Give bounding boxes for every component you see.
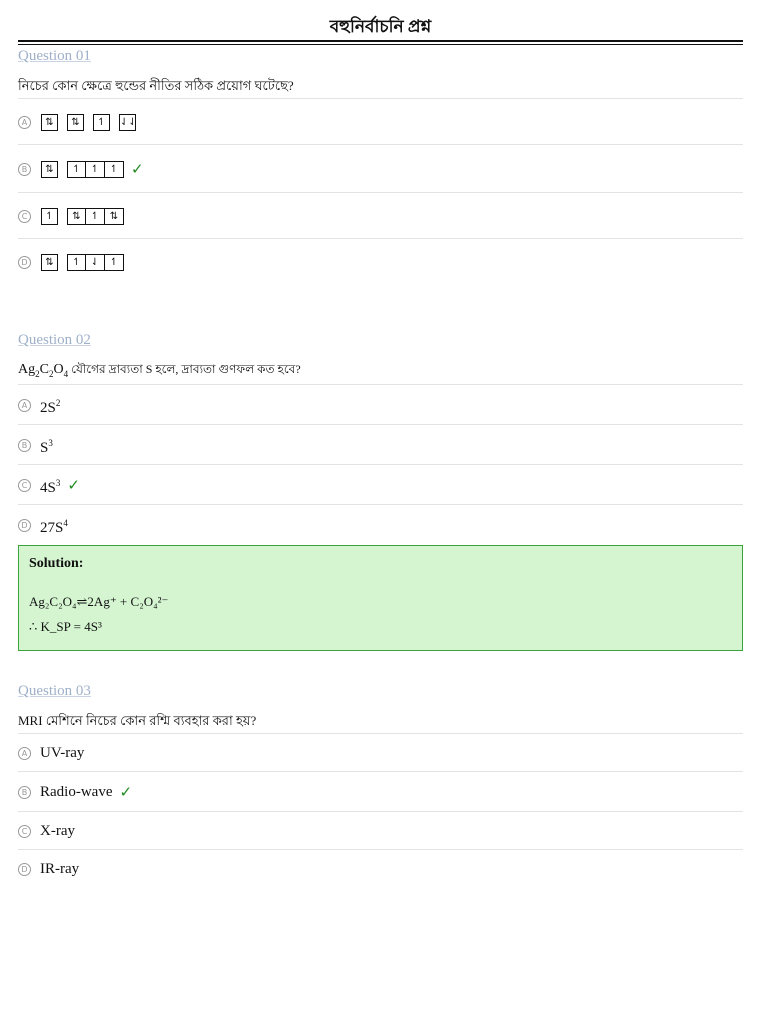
correct-check-icon: ✓ bbox=[67, 476, 80, 494]
correct-check-icon: ✓ bbox=[119, 783, 133, 801]
orbital-box: ↿ bbox=[86, 208, 105, 225]
question-text: MRI মেশিনে নিচের কোন রশ্মি ব্যবহার করা হয়? bbox=[18, 713, 257, 728]
orbital-box: ↿ bbox=[67, 254, 86, 271]
option-c[interactable] bbox=[18, 811, 743, 850]
page bbox=[18, 0, 743, 877]
orbital-box: ↿ bbox=[105, 161, 124, 178]
title-divider bbox=[18, 40, 743, 45]
option-text: $4S^3$ bbox=[40, 477, 61, 496]
question-text: নিচের কোন ক্ষেত্রে হুন্ডের নীতির সঠিক প্রয়োগ ঘটেছে? bbox=[18, 78, 294, 93]
solution-box bbox=[18, 545, 743, 651]
question-label: Question 02 bbox=[18, 332, 91, 348]
option-text: UV-ray bbox=[40, 745, 85, 761]
orbital-box: ↿ bbox=[93, 114, 110, 131]
option-c[interactable] bbox=[18, 464, 743, 505]
option-a[interactable] bbox=[18, 733, 743, 772]
option-text: $2S^2$ bbox=[40, 397, 61, 416]
option-letter-badge: C bbox=[18, 210, 31, 223]
option-letter-badge: B bbox=[18, 439, 31, 452]
option-letter-badge: D bbox=[18, 863, 31, 876]
option-d[interactable] bbox=[18, 849, 743, 888]
orbital-box: ↿ bbox=[41, 208, 58, 225]
orbital-box: ↿ bbox=[67, 161, 86, 178]
orbital-diagram bbox=[41, 114, 145, 131]
option-b[interactable] bbox=[18, 144, 743, 193]
option-text: $27S^4$ bbox=[40, 517, 68, 536]
option-text: X-ray bbox=[40, 823, 75, 839]
question-label: Question 01 bbox=[18, 48, 91, 64]
option-text: Radio-wave bbox=[40, 784, 113, 800]
option-letter-badge: D bbox=[18, 519, 31, 532]
orbital-box: ⇅ bbox=[67, 114, 84, 131]
option-text: IR-ray bbox=[40, 861, 80, 877]
option-letter-badge: C bbox=[18, 479, 31, 492]
question-text: $Ag_2C_2O_4$ যৌগের দ্রাব্যতা S হলে, দ্রাব্যতা গুণফল কত হবে? bbox=[18, 362, 301, 379]
option-a[interactable] bbox=[18, 384, 743, 425]
orbital-box: ⇅ bbox=[41, 254, 58, 271]
solution-equation: ∴ K_SP = 4S³ bbox=[29, 619, 102, 634]
orbital-box: ⇅ bbox=[41, 114, 58, 131]
option-letter-badge: C bbox=[18, 825, 31, 838]
option-b[interactable] bbox=[18, 424, 743, 465]
option-d[interactable] bbox=[18, 504, 743, 545]
option-letter-badge: A bbox=[18, 399, 31, 412]
correct-check-icon: ✓ bbox=[131, 160, 144, 178]
option-a[interactable] bbox=[18, 98, 743, 145]
orbital-box: ⇅ bbox=[41, 161, 58, 178]
orbital-box: ⇅ bbox=[67, 208, 86, 225]
option-text: $S^3$ bbox=[40, 437, 53, 456]
question-label: Question 03 bbox=[18, 683, 91, 699]
orbital-box: ⇃ bbox=[86, 254, 105, 271]
page-title: বহুনির্বাচনি প্রশ্ন bbox=[329, 17, 432, 36]
option-letter-badge: B bbox=[18, 163, 31, 176]
solution-title: Solution: bbox=[29, 556, 84, 571]
solution-equation: Ag₂C₂O₄⇌2Ag⁺ + C₂O₄²⁻ bbox=[29, 594, 169, 609]
option-letter-badge: A bbox=[18, 747, 31, 760]
option-letter-badge: D bbox=[18, 256, 31, 269]
option-letter-badge: B bbox=[18, 786, 31, 799]
orbital-diagram bbox=[41, 161, 133, 178]
option-letter-badge: A bbox=[18, 116, 31, 129]
option-c[interactable] bbox=[18, 192, 743, 239]
orbital-box: ↿ bbox=[86, 161, 105, 178]
orbital-box: ⇃⇃ bbox=[119, 114, 136, 131]
option-b[interactable] bbox=[18, 771, 743, 812]
orbital-box: ⇅ bbox=[105, 208, 124, 225]
orbital-diagram bbox=[41, 208, 133, 225]
orbital-diagram bbox=[41, 254, 133, 271]
option-d[interactable] bbox=[18, 238, 743, 285]
orbital-box: ↿ bbox=[105, 254, 124, 271]
